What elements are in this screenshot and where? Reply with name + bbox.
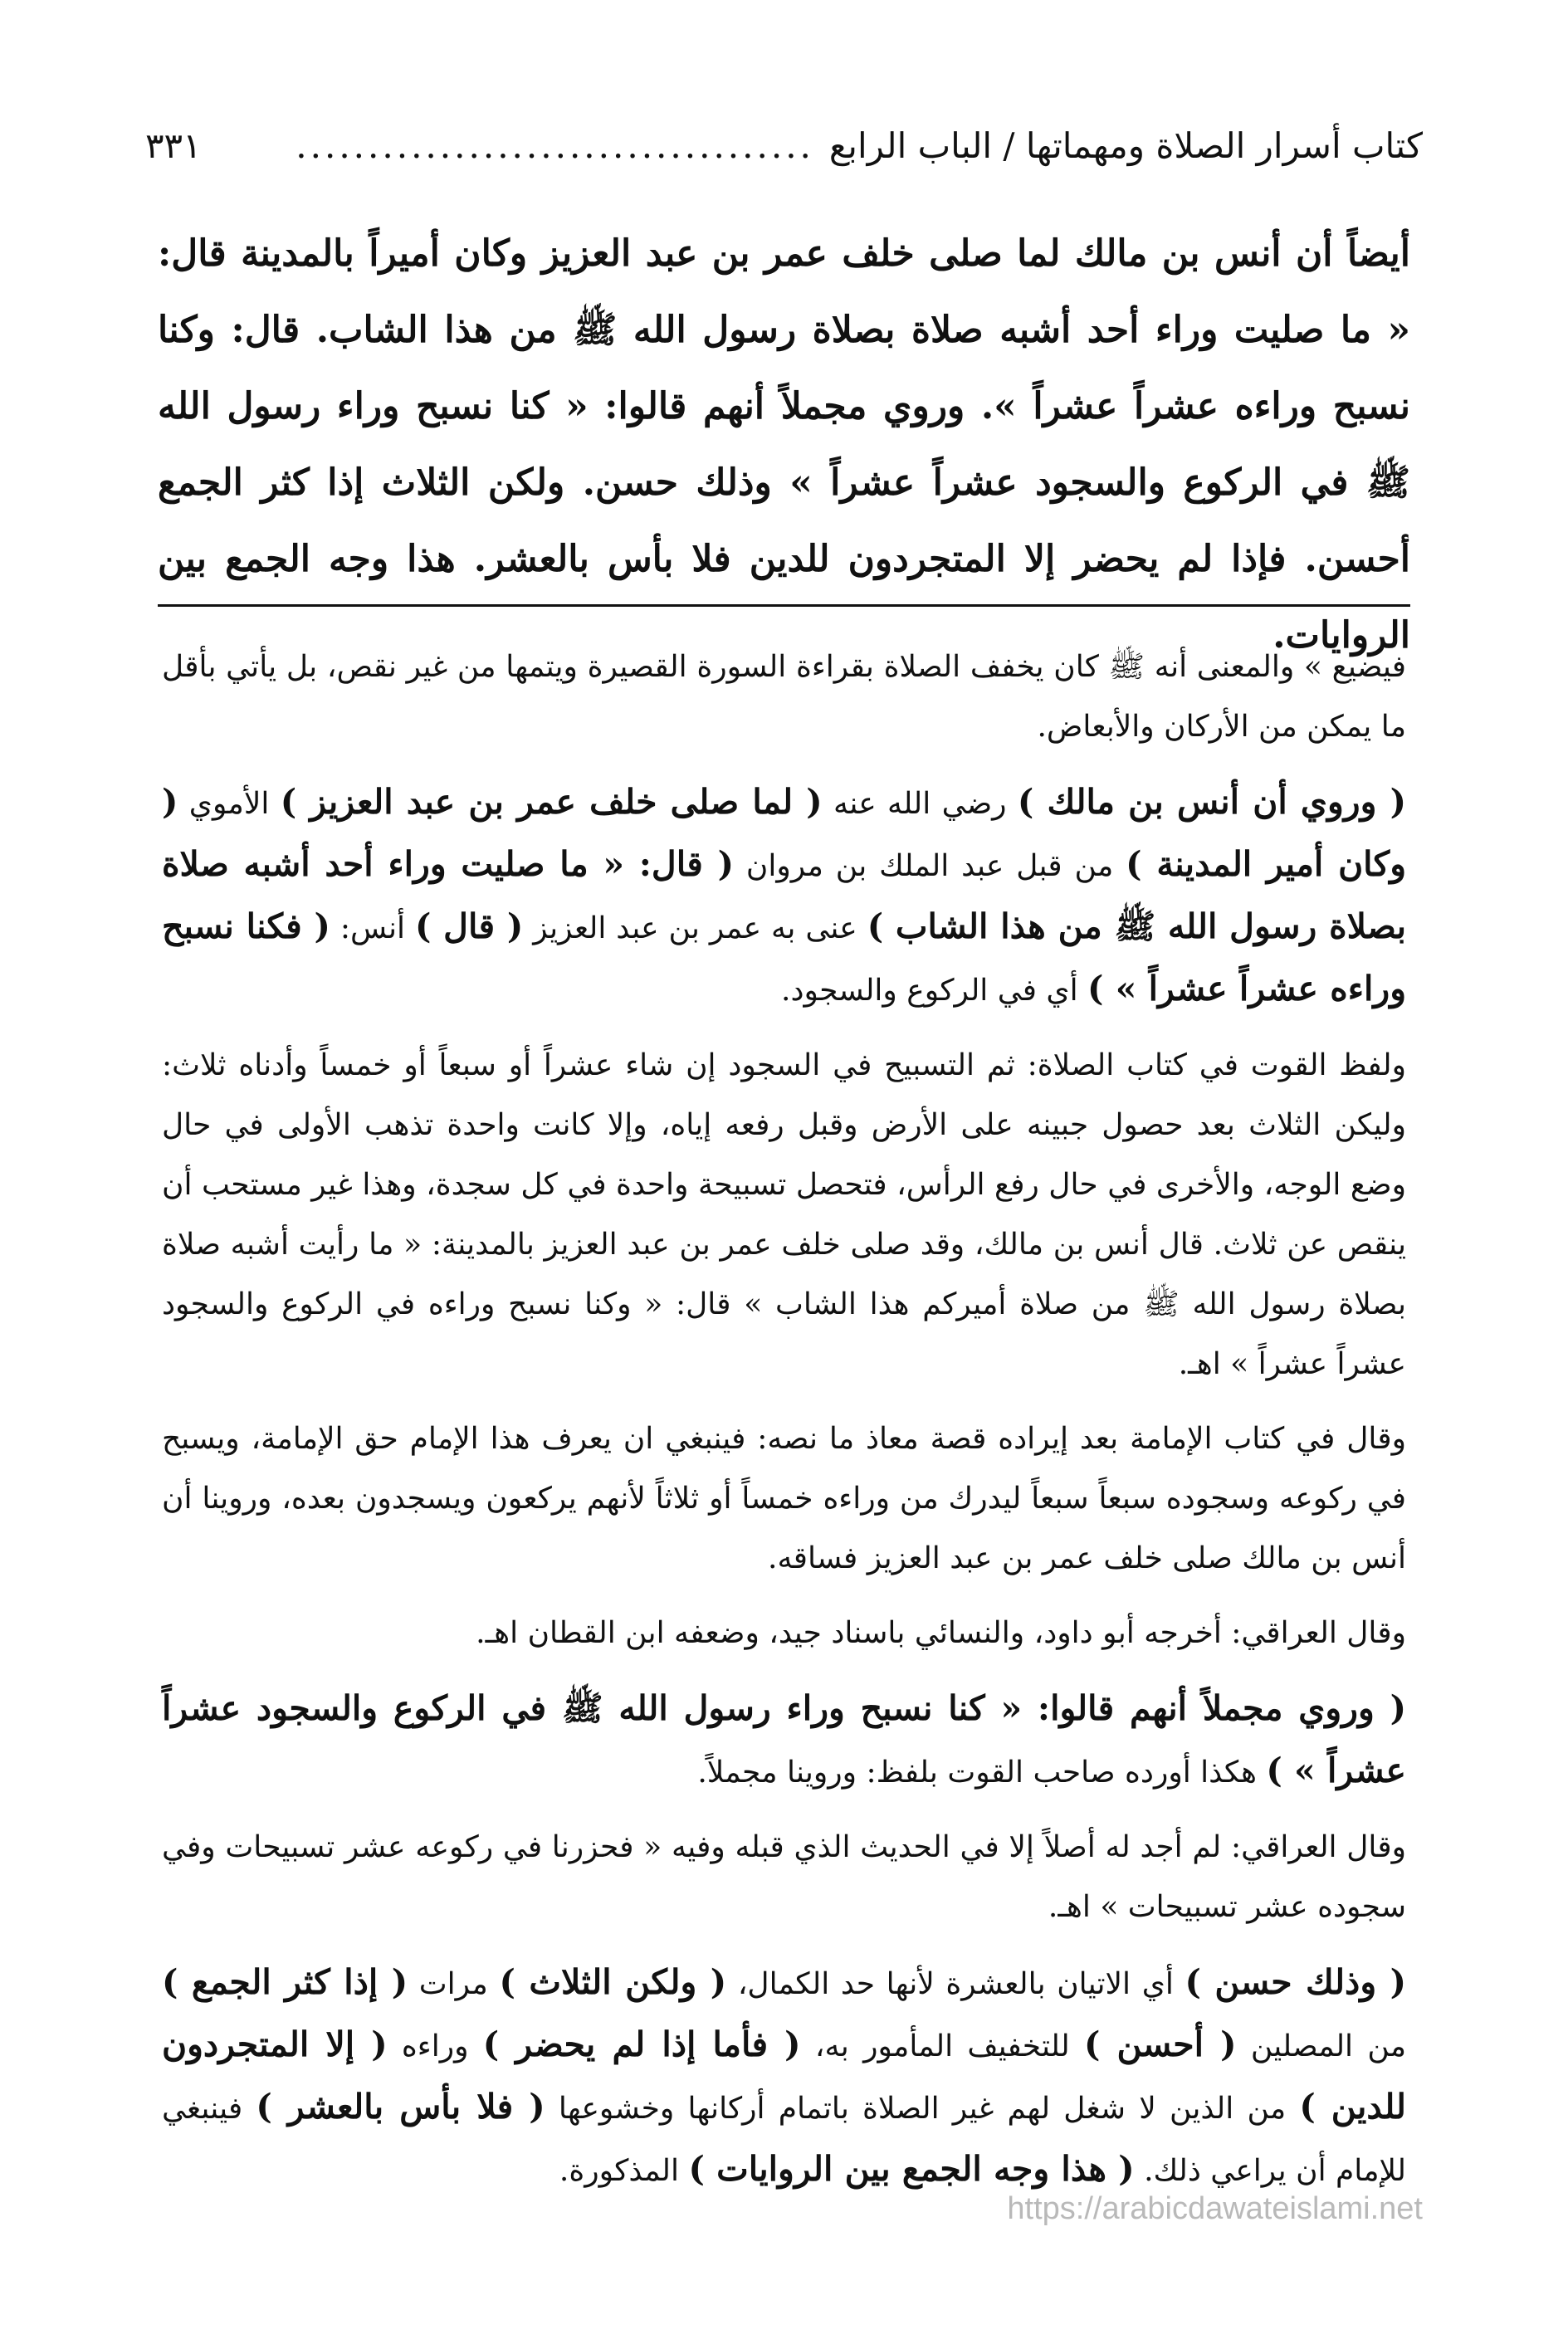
quoted-text-bold: ( وذلك حسن ) [1185,1962,1406,2002]
commentary-text: أنس: [330,911,415,945]
commentary-text: هكذا أورده صاحب القوت بلفظ: وروينا مجملاً. [697,1756,1267,1790]
watermark-url: https://arabicdawateislami.net [1007,2191,1423,2226]
commentary-paragraph [162,1818,1406,1937]
commentary-paragraph [162,1952,1406,2201]
running-header [145,116,1423,174]
quoted-text-bold: ( قال: « ما صليت وراء أحد أشبه صلاة بصلاة رسول الله ﷺ من هذا الشاب ) [162,844,1406,946]
commentary-text: للتخفيف المأمور به، [800,2029,1084,2063]
quoted-text-bold: ( إذا كثر الجمع ) [162,1962,408,2002]
commentary-text: من المصلين [1236,2029,1407,2063]
commentary-paragraph [162,1409,1406,1589]
commentary-text: أي الاتيان بالعشرة لأنها حد الكمال، [726,1967,1185,2001]
commentary-text: مرات [408,1967,500,2001]
quoted-text-bold: ( فلا بأس بالعشر ) [256,2087,545,2127]
quoted-text-bold: ( فكنا نسبح وراءه عشراً عشراً » ) [162,906,1406,1008]
quoted-text-bold: ( قال ) [414,906,524,946]
header-leader-dots: .................................... [296,125,814,166]
commentary-text: رضي الله عنه [822,787,1018,821]
commentary-text: فينبغي للإمام أن يراعي ذلك. [162,2092,1406,2188]
quoted-text-bold: ( لما صلى خلف عمر بن عبد العزيز ) [280,782,823,822]
commentary-text: وراءه [387,2029,483,2063]
commentary-text: وقال في كتاب الإمامة بعد إيراده قصة معاذ ما نصه: فينبغي ان يعرف هذا الإمام حق الإمامة، ويسبح في ركوعه وسجوده سبعاً سبعاً ليدرك من وراءه خمساً أو ثلاثاً لأنهم يركعون ويسجدون بعده، وروينا أن أنس بن مالك صلى خلف عمر بن عبد العزيز فساقه. [162,1422,1406,1575]
commentary-paragraph [162,1678,1406,1803]
footnote-divider [158,604,1410,607]
commentary-text: المذكورة. [559,2154,689,2188]
commentary-text: وقال العراقي: أخرجه أبو داود، والنسائي باسناد جيد، وضعفه ابن القطان اهـ. [476,1616,1406,1650]
commentary-paragraph [162,1036,1406,1394]
commentary-paragraph [162,772,1406,1021]
commentary-paragraph [162,637,1406,757]
header-title: كتاب أسرار الصلاة ومهماتها / الباب الرابع [828,125,1423,166]
quoted-text-bold: ( أحسن ) [1084,2024,1237,2064]
quoted-text-bold: ( فأما إذا لم يحضر ) [482,2024,801,2064]
quoted-text-bold: ( إلا المتجردون للدين ) [162,2024,1406,2127]
commentary-text: أي في الركوع والسجود. [781,974,1088,1008]
commentary-text: وقال العراقي: لم أجد له أصلاً إلا في الحديث الذي قبله وفيه « فحزرنا في ركوعه عشر تسبيحات وفي سجوده عشر تسبيحات » اهـ. [162,1830,1406,1924]
commentary-text: من الذين لا شغل لهم غير الصلاة باتمام أركانها وخشوعها [545,2092,1300,2126]
commentary-text: فيضيع » والمعنى أنه ﷺ كان يخفف الصلاة بقراءة السورة القصيرة ويتمها من غير نقص، بل يأتي بأقل ما يمكن من الأركان والأبعاض. [162,650,1406,744]
commentary-text: من قبل عبد الملك بن مروان [733,849,1126,883]
commentary-text: ولفظ القوت في كتاب الصلاة: ثم التسبيح في السجود إن شاء عشراً أو سبعاً أو خمساً وأدناه ثلاث: وليكن الثلاث بعد حصول جبينه على الأرض وقبل رفعه إياه، وإلا كانت واحدة تذهب الأولى في حال وضع الوجه، والأخرى في حال رفع الرأس، فتحصل تسبيحة واحدة في كل سجدة، وهذا غير مستحب أن ينقص عن ثلاث. قال أنس بن مالك، وقد صلى خلف عمر بن عبد العزيز بالمدينة: « ما رأيت أشبه صلاة بصلاة رسول الله ﷺ من صلاة أميركم هذا الشاب » قال: « وكنا نسبح وراءه في الركوع والسجود عشراً عشراً » اهـ. [162,1048,1406,1381]
commentary-text: عنى به عمر بن عبد العزيز [523,911,867,945]
quoted-text-bold: ( ولكن الثلاث ) [499,1962,727,2002]
quoted-text-bold: ( وكان أمير المدينة ) [162,782,1406,884]
quoted-text-bold: ( وروي أن أنس بن مالك ) [1017,782,1406,822]
page-number: ٣٣١ [145,125,202,166]
commentary-paragraph [162,1604,1406,1663]
main-text-block: أيضاً أن أنس بن مالك لما صلى خلف عمر بن عبد العزيز وكان أميراً بالمدينة قال: « ما صليت وراء أحد أشبه صلاة بصلاة رسول الله ﷺ من هذا الشاب. قال: وكنا نسبح وراءه عشراً عشراً ». وروي مجملاً أنهم قالوا: « كنا نسبح وراء رسول الله ﷺ في الركوع والسجود عشراً عشراً » وذلك حسن. ولكن الثلاث إذا كثر الجمع أحسن. فإذا لم يحضر إلا المتجردون للدين فلا بأس بالعشر. هذا وجه الجمع بين الروايات. [158,232,1410,657]
commentary-text: الأموي [178,787,281,821]
quoted-text-bold: ( هذا وجه الجمع بين الروايات ) [688,2149,1135,2189]
commentary-block [162,637,1406,2216]
quoted-text-bold: ( وروي مجملاً أنهم قالوا: « كنا نسبح وراء رسول الله ﷺ في الركوع والسجود عشراً عشراً » ) [162,1688,1406,1790]
